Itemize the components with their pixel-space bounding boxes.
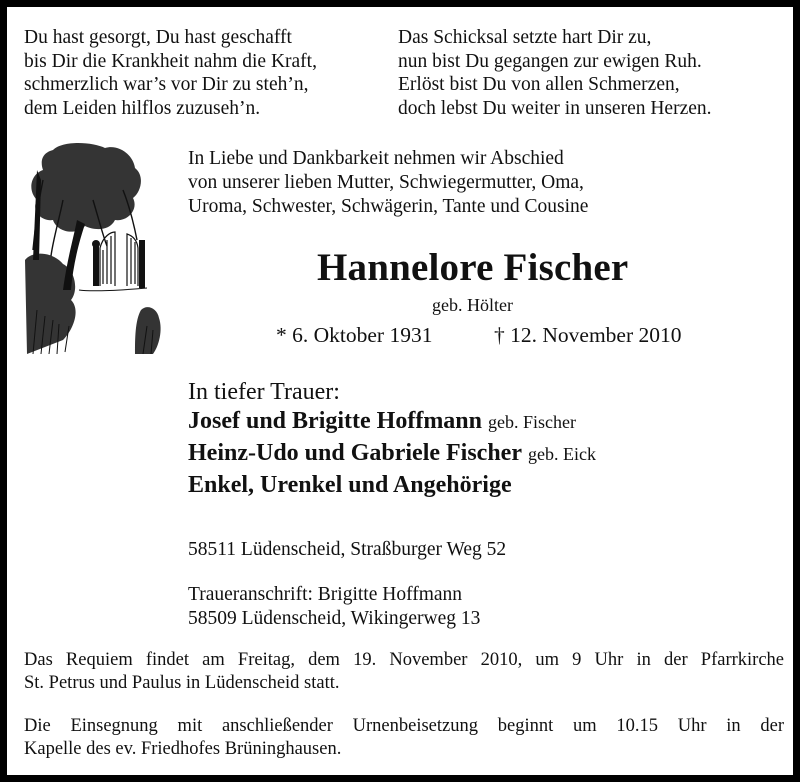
mourners-heading: In tiefer Trauer: <box>188 379 340 405</box>
birth-date: * 6. Oktober 1931 <box>276 323 433 347</box>
poem-right-line: Erlöst bist Du von allen Schmerzen, <box>398 74 680 95</box>
intro-line: von unserer lieben Mutter, Schwiegermutter, Oma, <box>188 172 584 193</box>
mourner-note: geb. Fischer <box>488 412 576 432</box>
requiem-line: Das Requiem findet am Freitag, dem 19. November 2010, um 9 Uhr in der Pfarrkirche <box>24 650 784 670</box>
requiem-line: St. Petrus und Paulus in Lüdenscheid statt. <box>24 672 340 693</box>
burial-paragraph <box>24 715 784 760</box>
burial-line: Die Einsegnung mit anschließender Urnenbeisetzung beginnt um 10.15 Uhr in der <box>24 716 784 736</box>
mourner-entry <box>188 406 596 438</box>
deceased-maiden-name: geb. Hölter <box>432 295 513 315</box>
mourner-names: Heinz-Udo und Gabriele Fischer <box>188 440 522 466</box>
poem-right <box>398 26 712 120</box>
intro-text <box>188 147 588 219</box>
mourners-list <box>188 406 596 501</box>
mourner-entry <box>188 438 596 470</box>
poem-right-line: nun bist Du gegangen zur ewigen Ruh. <box>398 50 702 72</box>
mourner-entry <box>188 470 596 501</box>
poem-left-line: dem Leiden hilflos zuzuseh’n. <box>24 97 261 119</box>
mourning-address <box>188 583 480 630</box>
tree-gate-icon <box>23 140 163 354</box>
mourner-names: Enkel, Urenkel und Angehörige <box>188 472 512 498</box>
mourning-address-line2: 58509 Lüdenscheid, Wikingerweg 13 <box>188 607 481 629</box>
poem-right-line: Das Schicksal setzte hart Dir zu, <box>398 27 652 48</box>
obituary-page <box>7 7 793 775</box>
intro-line: Uroma, Schwester, Schwägerin, Tante und Cousine <box>188 196 589 217</box>
burial-line: Kapelle des ev. Friedhofes Brüninghausen. <box>24 738 342 759</box>
death-date: † 12. November 2010 <box>494 323 682 347</box>
requiem-paragraph <box>24 649 784 694</box>
poem-right-line: doch lebst Du weiter in unseren Herzen. <box>398 97 712 119</box>
deceased-name: Hannelore Fischer <box>317 246 629 289</box>
mourner-names: Josef und Brigitte Hoffmann <box>188 408 482 434</box>
residence-address: 58511 Lüdenscheid, Straßburger Weg 52 <box>188 539 507 560</box>
tree-garden-gate-illustration <box>23 140 163 354</box>
poem-left-line: bis Dir die Krankheit nahm die Kraft, <box>24 50 317 72</box>
poem-left-line: schmerzlich war’s vor Dir zu steh’n, <box>24 74 309 95</box>
mourning-address-line1: Traueranschrift: Brigitte Hoffmann <box>188 584 463 605</box>
mourner-note: geb. Eick <box>527 444 596 464</box>
poem-left <box>24 26 317 120</box>
poem-left-line: Du hast gesorgt, Du hast geschafft <box>24 27 292 48</box>
intro-line: In Liebe und Dankbarkeit nehmen wir Abschied <box>188 148 564 169</box>
